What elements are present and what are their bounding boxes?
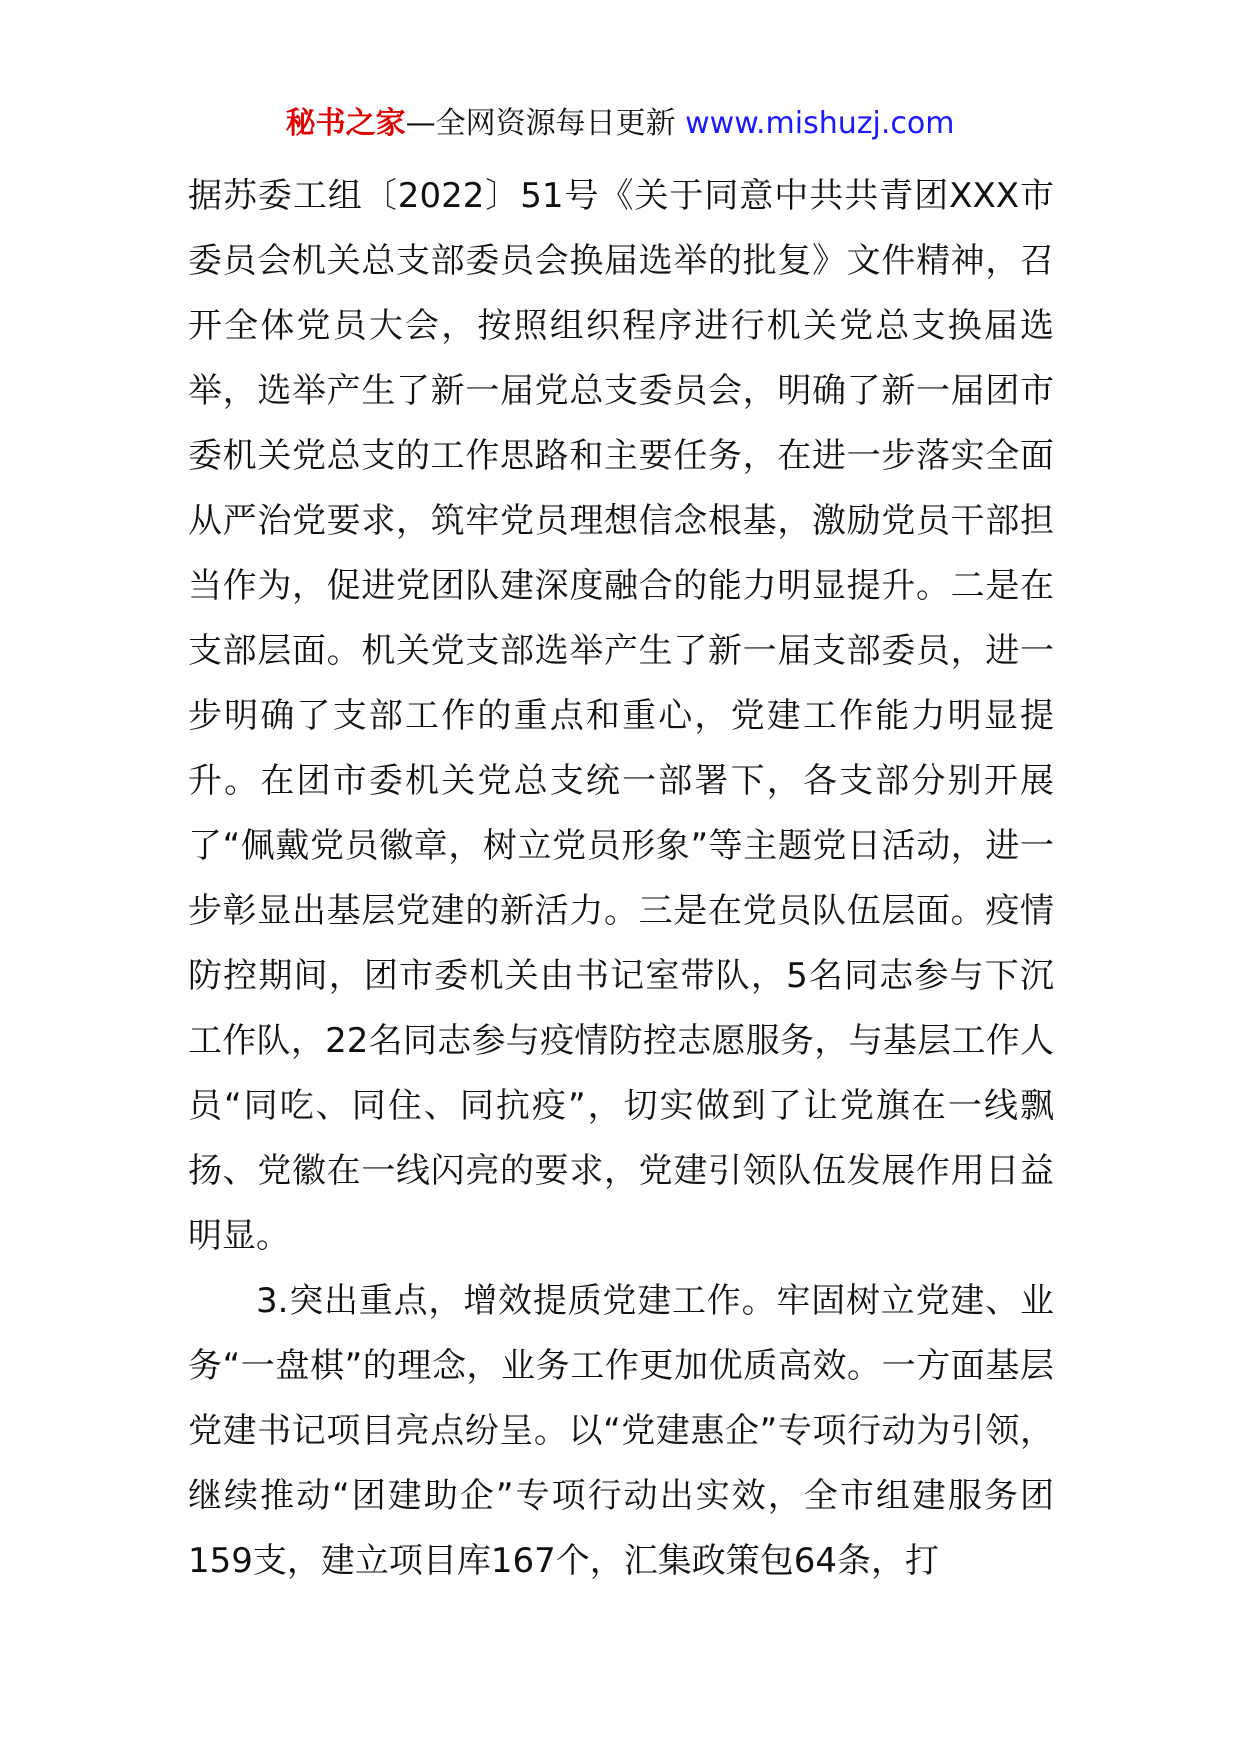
document-body [188,164,1054,1594]
site-header [0,104,1240,144]
site-url-link[interactable]: www.mishuzj.com [685,106,955,141]
body-paragraph-continued: 据苏委工组〔2022〕51号《关于同意中共共青团XXX市委员会机关总支部委员会换届选举的批复》文件精神，召开全体党员大会，按照组织程序进行机关党总支换届选举，选举产生了新一届党总支委员会，明确了新一届团市委机关党总支的工作思路和主要任务，在进一步落实全面从严治党要求，筑牢党员理想信念根基，激励党员干部担当作为，促进党团队建深度融合的能力明显提升。二是在支部层面。机关党支部选举产生了新一届支部委员，进一步明确了支部工作的重点和重心，党建工作能力明显提升。在团市委机关党总支统一部署下，各支部分别开展了“佩戴党员徽章，树立党员形象”等主题党日活动，进一步彰显出基层党建的新活力。三是在党员队伍层面。疫情防控期间，团市委机关由书记室带队，5名同志参与下沉工作队，22名同志参与疫情防控志愿服务，与基层工作人员“同吃、同住、同抗疫”，切实做到了让党旗在一线飘扬、党徽在一线闪亮的要求，党建引领队伍发展作用日益明显。 [188,176,1054,1256]
header-tagline: —全网资源每日更新 [405,106,676,141]
brand-name: 秘书之家 [285,106,406,141]
body-paragraph-section-3: 3.突出重点，增效提质党建工作。牢固树立党建、业务“一盘棋”的理念，业务工作更加优质高效。一方面基层党建书记项目亮点纷呈。以“党建惠企”专项行动为引领，继续推动“团建助企”专项行动出实效，全市组建服务团159支，建立项目库167个，汇集政策包64条，打 [188,1281,1054,1581]
